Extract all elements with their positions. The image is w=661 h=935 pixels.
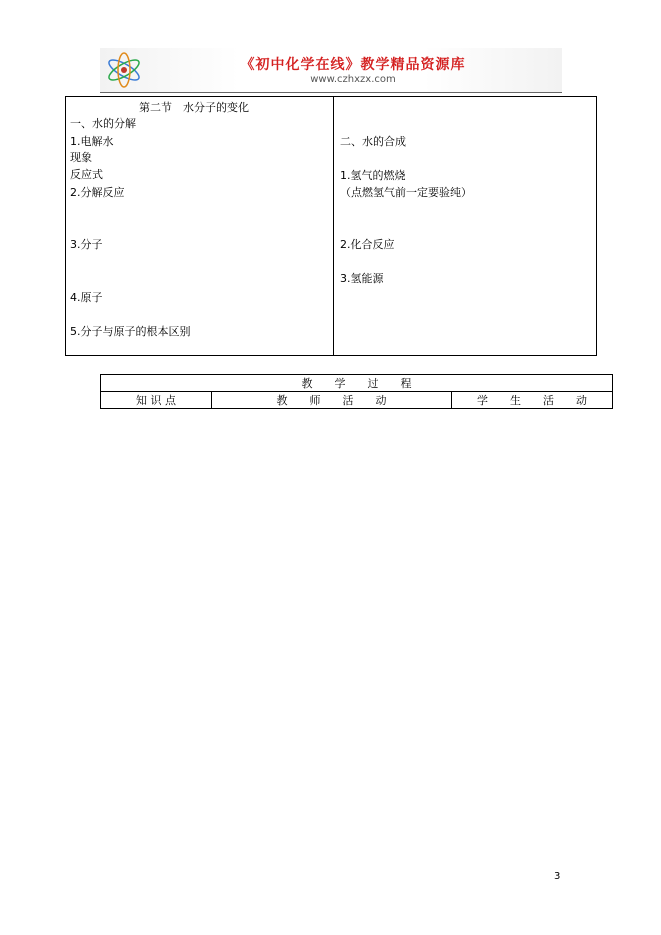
left-heading: 一、水的分解: [70, 117, 136, 130]
process-title-row: [101, 375, 613, 392]
process-title: 教 学 过 程: [101, 375, 613, 392]
right-item-3: 3.氢能源: [340, 272, 384, 285]
header-student-activity: 学 生 活 动: [452, 392, 613, 409]
outline-box: [65, 96, 597, 356]
site-url: www.czhxzx.com: [310, 74, 396, 85]
right-item-1-note: （点燃氢气前一定要验纯）: [340, 186, 472, 199]
left-item-3: 3.分子: [70, 238, 103, 251]
right-item-2: 2.化合反应: [340, 238, 395, 251]
left-item-2: 2.分解反应: [70, 186, 125, 199]
header-knowledge-point: 知 识 点: [101, 392, 212, 409]
left-item-4: 4.原子: [70, 291, 103, 304]
site-title: 《初中化学在线》教学精品资源库: [240, 57, 466, 73]
right-heading: 二、水的合成: [340, 135, 406, 148]
page-number: 3: [554, 871, 561, 882]
left-item-1-sub-1: 现象: [70, 151, 92, 164]
process-header-row: [101, 392, 613, 409]
header-teacher-activity: 教 师 活 动: [212, 392, 452, 409]
header-banner: [100, 48, 562, 92]
header-rule: [100, 92, 562, 93]
outline-divider: [333, 96, 334, 356]
right-item-1: 1.氢气的燃烧: [340, 169, 406, 182]
atom-logo-icon: [104, 52, 144, 88]
left-item-1-sub-2: 反应式: [70, 168, 103, 181]
process-table: [100, 374, 613, 409]
left-item-1: 1.电解水: [70, 135, 114, 148]
section-title: 第二节 水分子的变化: [139, 101, 249, 114]
left-item-5: 5.分子与原子的根本区别: [70, 325, 191, 338]
